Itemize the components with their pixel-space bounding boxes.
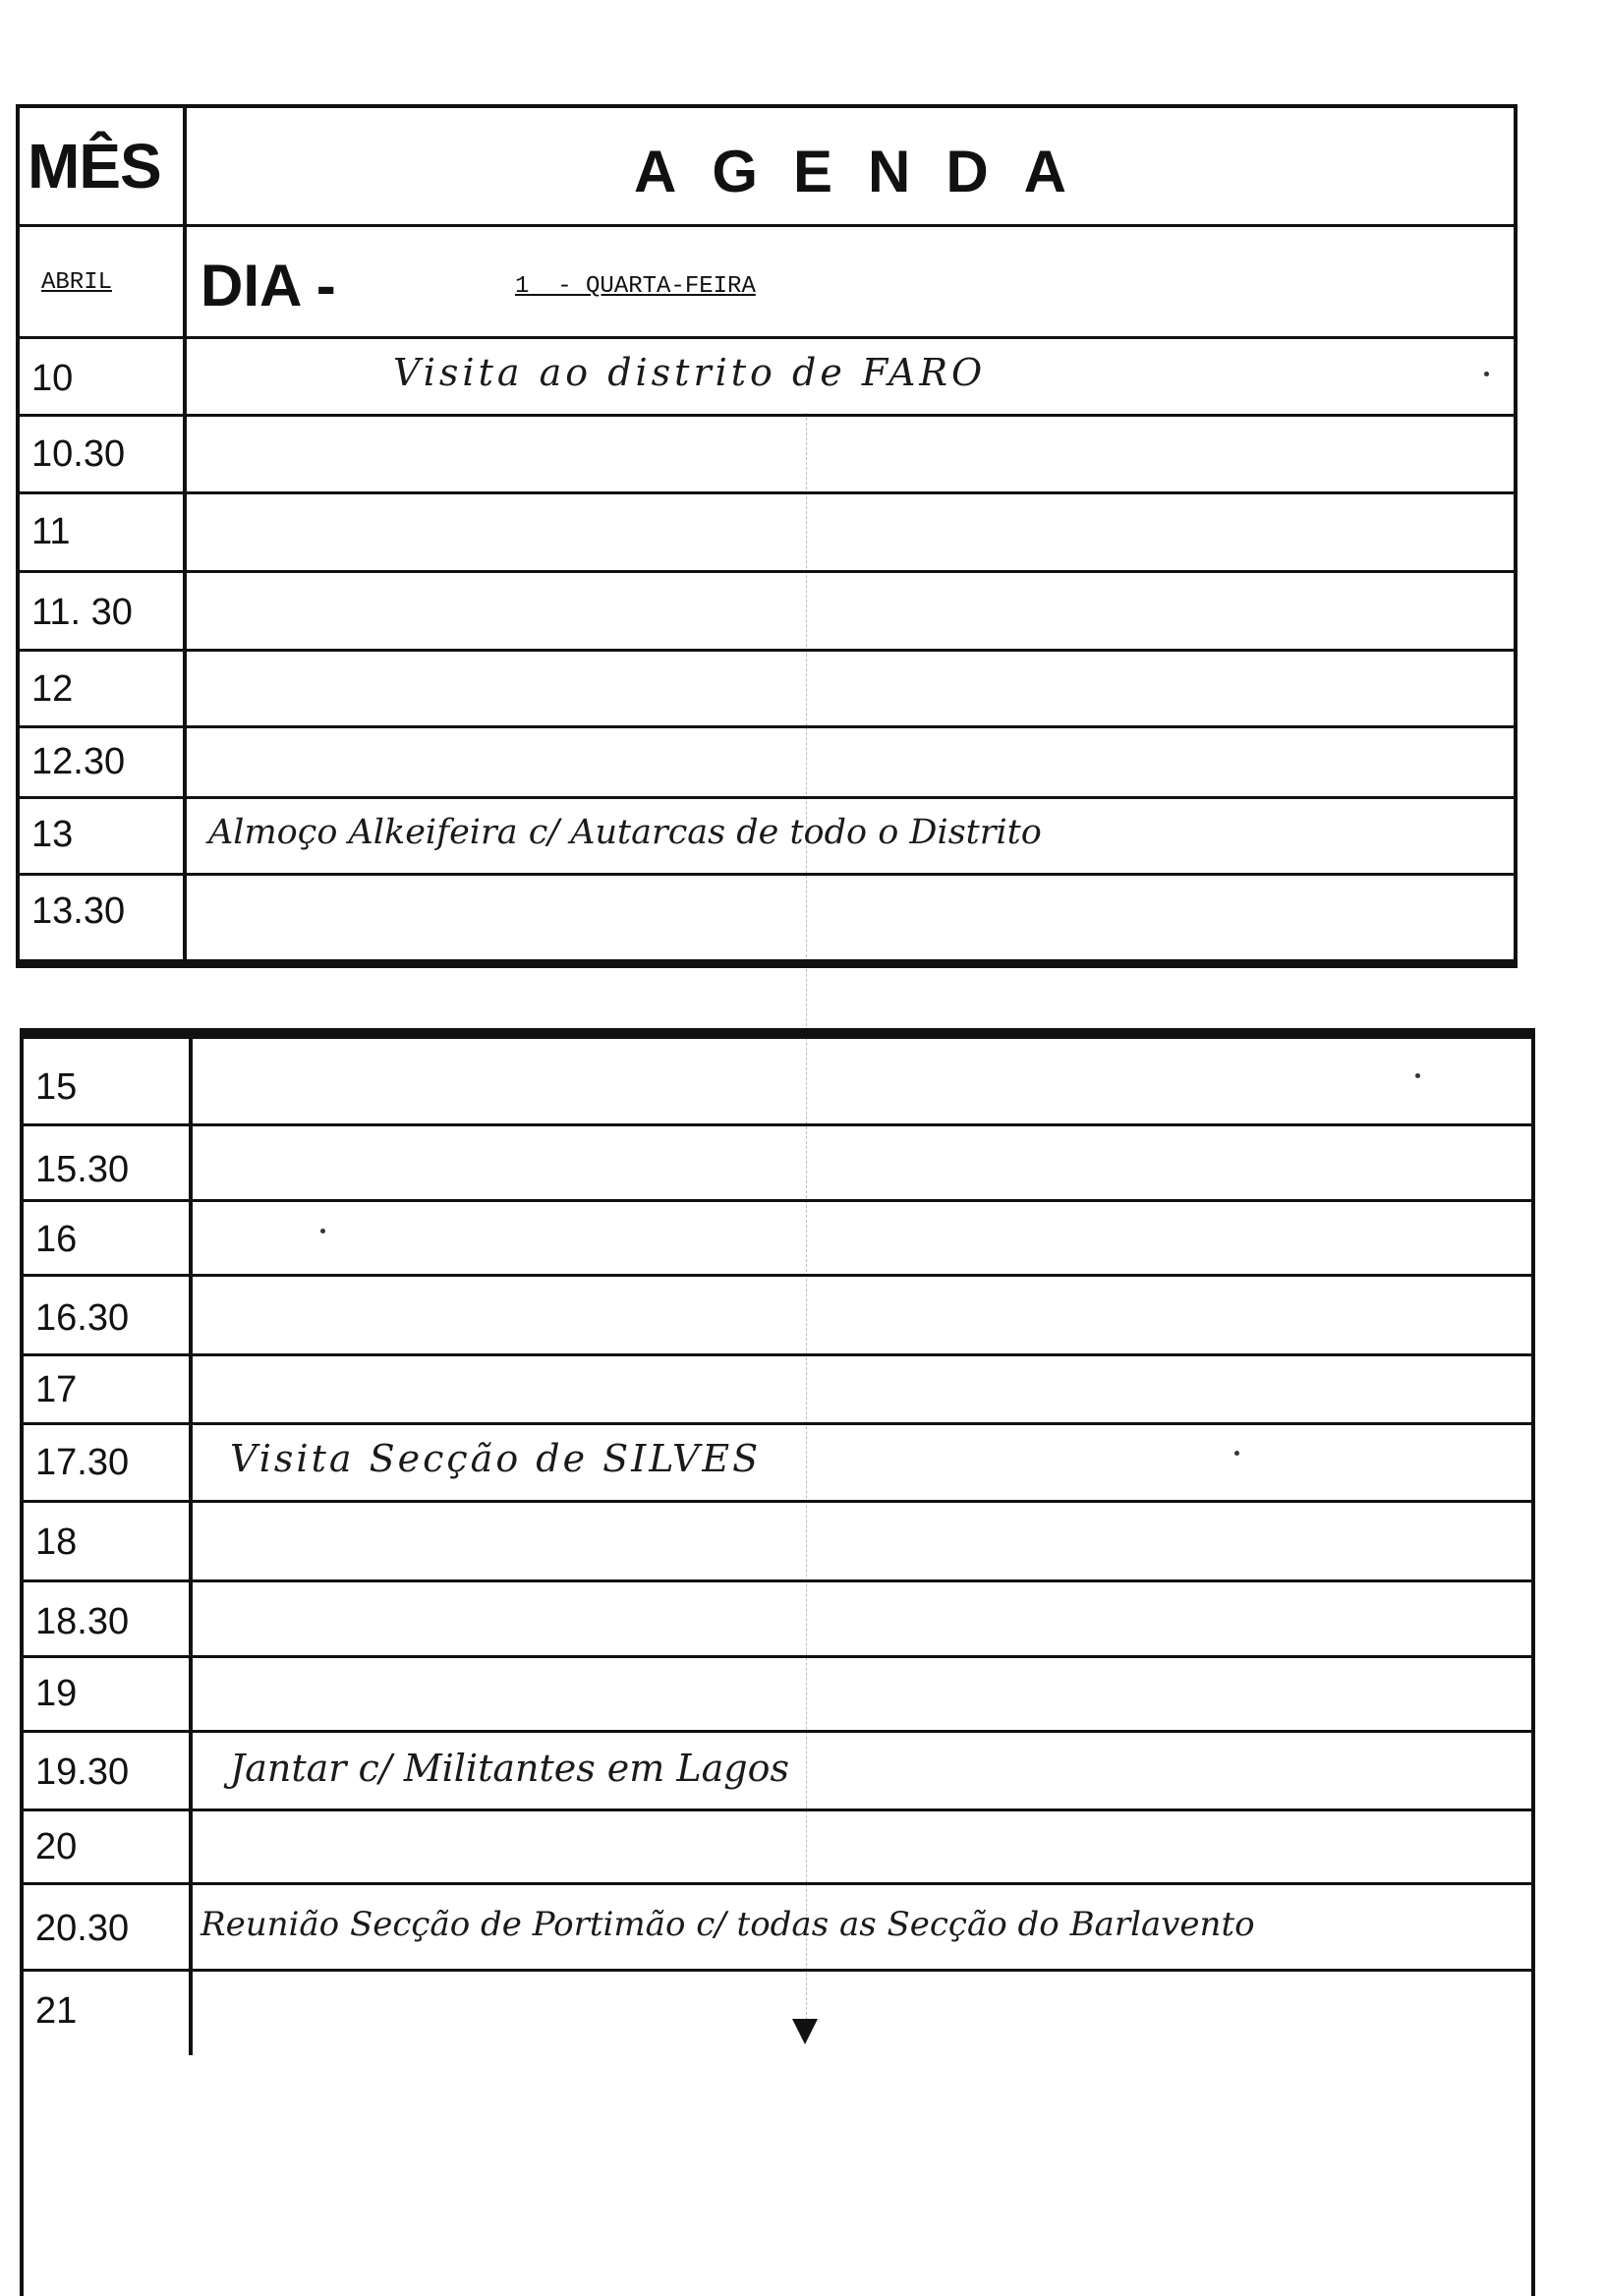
time-slot-row <box>20 336 1514 417</box>
time-slot-row <box>20 649 1514 728</box>
slot-time: 18 <box>35 1521 78 1563</box>
day-value: 1 - QUARTA-FEIRA <box>515 273 756 300</box>
slot-time: 20.30 <box>35 1908 130 1949</box>
slot-time: 16 <box>35 1219 78 1260</box>
month-column-label: MÊS <box>28 131 161 201</box>
slot-time: 11. 30 <box>31 592 133 633</box>
month-value: ABRIL <box>41 269 113 296</box>
ink-speck <box>1415 1073 1420 1078</box>
agenda-morning-block <box>16 104 1518 968</box>
time-slot-row <box>20 414 1514 494</box>
slot-note: Reunião Secção de Portimão c/ todas as Secção do Barlavento <box>200 1905 1255 1944</box>
day-row <box>20 224 1514 339</box>
slot-time: 10.30 <box>31 433 126 475</box>
day-label: DIA - <box>200 253 336 318</box>
slot-time: 11 <box>31 511 71 552</box>
time-slot-row <box>24 1199 1531 1277</box>
slot-time: 17.30 <box>35 1442 130 1483</box>
time-slot-row <box>24 1882 1531 1972</box>
slot-time: 13 <box>31 814 74 855</box>
slot-time: 13.30 <box>31 890 126 932</box>
time-slot-row <box>24 1808 1531 1885</box>
slot-time: 15.30 <box>35 1149 130 1190</box>
slot-time: 19.30 <box>35 1751 130 1793</box>
time-slot-row <box>24 1274 1531 1356</box>
time-slot-row <box>20 491 1514 573</box>
slot-note: Jantar c/ Militantes em Lagos <box>230 1747 789 1790</box>
time-slot-row <box>24 1353 1531 1425</box>
slot-time: 20 <box>35 1826 78 1867</box>
time-slot-row <box>24 1422 1531 1503</box>
time-slot-row <box>20 796 1514 876</box>
agenda-header <box>20 108 1514 227</box>
time-slot-row <box>24 1655 1531 1733</box>
time-slot-row <box>20 570 1514 652</box>
slot-note: Visita ao distrito de FARO <box>393 351 987 394</box>
triangle-marker-icon <box>792 2019 818 2044</box>
time-slot-row <box>20 725 1514 799</box>
slot-note: Visita Secção de SILVES <box>230 1437 762 1480</box>
ink-speck <box>320 1229 325 1234</box>
time-slot-row <box>24 1969 1531 2052</box>
time-slot-row <box>24 1123 1531 1202</box>
slot-time: 10 <box>31 358 74 399</box>
slot-time: 18.30 <box>35 1601 130 1642</box>
time-slot-row <box>24 1039 1531 1126</box>
slot-time: 17 <box>35 1369 78 1410</box>
page-title: AGENDA <box>633 139 1102 204</box>
ink-speck <box>1234 1451 1239 1456</box>
time-slot-row <box>20 873 1514 959</box>
time-slot-row <box>24 1500 1531 1582</box>
slot-time: 12.30 <box>31 741 126 782</box>
time-slot-row <box>24 1579 1531 1658</box>
time-slot-row <box>24 1730 1531 1811</box>
agenda-afternoon-block <box>20 1028 1535 2296</box>
slot-time: 21 <box>35 1990 78 2032</box>
slot-time: 19 <box>35 1673 78 1714</box>
ink-speck <box>1484 372 1489 376</box>
slot-time: 12 <box>31 668 74 710</box>
slot-time: 16.30 <box>35 1297 130 1339</box>
slot-time: 15 <box>35 1066 78 1108</box>
slot-note: Almoço Alkeifeira c/ Autarcas de todo o Distrito <box>208 813 1042 852</box>
